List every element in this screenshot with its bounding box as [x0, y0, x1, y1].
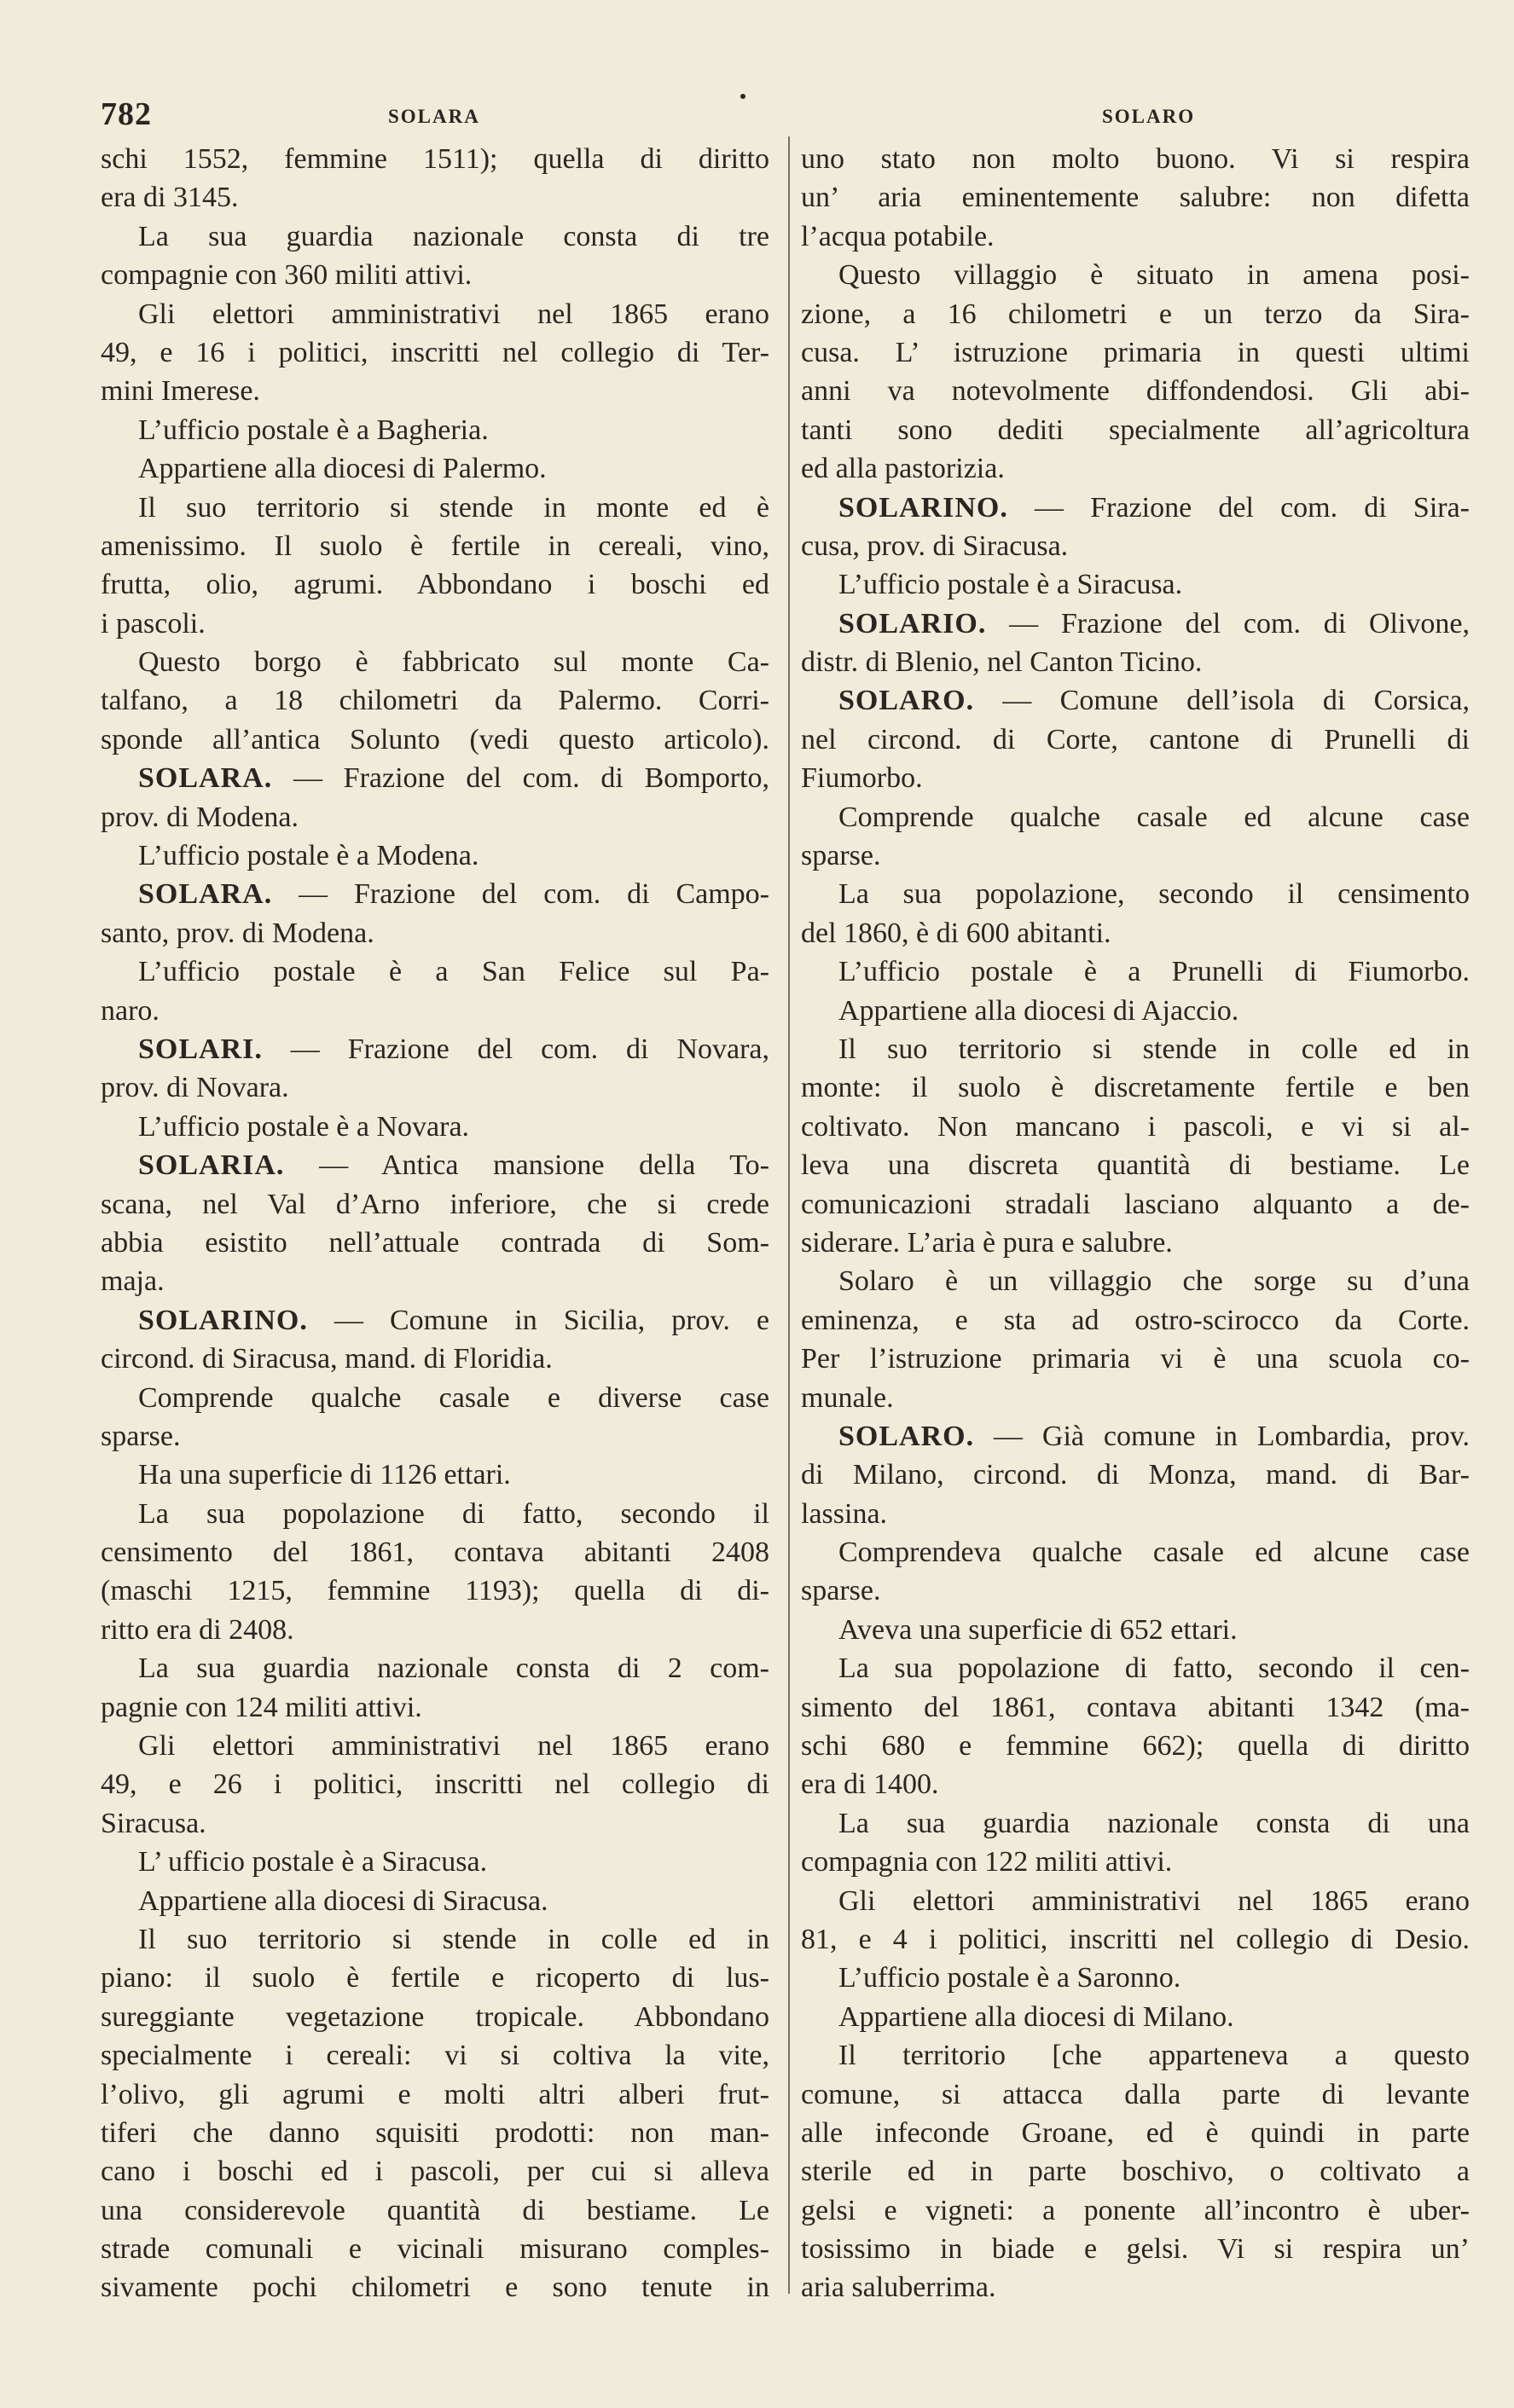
line-text: specialmente i cereali: vi si coltiva la vite, — [101, 2040, 769, 2072]
line-text: La sua guardia nazionale consta di 2 com- — [138, 1653, 769, 1685]
text-line — [101, 1649, 769, 1687]
text-line — [801, 2114, 1470, 2152]
text-line — [801, 1340, 1470, 1378]
text-line — [101, 333, 769, 372]
line-text: comune, si attacca dalla parte di levante — [801, 2078, 1470, 2110]
text-line — [801, 2230, 1470, 2268]
line-text: Siracusa. — [101, 1807, 206, 1839]
line-text: L’ufficio postale è a Siracusa. — [838, 569, 1183, 601]
text-line — [801, 178, 1470, 217]
line-text: — Frazione del com. di Bomporto, — [272, 762, 769, 795]
line-text: pagnie con 124 militi attivi. — [101, 1691, 422, 1723]
text-line — [101, 2152, 769, 2191]
line-text: gelsi e vigneti: a ponente all’incontro è uber- — [801, 2194, 1470, 2226]
text-line — [101, 643, 769, 681]
line-text: — Antica mansione della To- — [284, 1149, 769, 1182]
line-text: santo, prov. di Modena. — [101, 917, 374, 949]
page-header — [0, 96, 1514, 138]
text-line — [801, 1379, 1470, 1417]
line-text: Ha una superficie di 1126 ettari. — [138, 1459, 511, 1491]
line-text: Aveva una superficie di 652 ettari. — [838, 1613, 1238, 1646]
text-line — [801, 527, 1470, 565]
line-text: L’ufficio postale è a Saronno. — [838, 1962, 1181, 1994]
text-line — [101, 178, 769, 217]
entry-headword: SOLARA. — [138, 762, 273, 795]
text-line — [101, 721, 769, 759]
text-line — [101, 875, 769, 913]
text-line — [101, 1998, 769, 2036]
line-text: ed alla pastorizia. — [801, 453, 1005, 485]
text-line — [101, 2230, 769, 2268]
line-text: Il suo territorio si stende in colle ed in — [138, 1923, 769, 1955]
text-line — [801, 1301, 1470, 1340]
line-text: i pascoli. — [101, 607, 206, 640]
line-text: — Frazione del com. di Sira- — [1007, 491, 1470, 524]
text-line — [101, 1340, 769, 1378]
text-line — [101, 527, 769, 565]
line-text: era di 3145. — [101, 182, 239, 214]
text-line — [101, 1727, 769, 1765]
line-text: del 1860, è di 600 abitanti. — [801, 917, 1111, 949]
text-line — [801, 1146, 1470, 1184]
text-line — [801, 2036, 1470, 2075]
text-line — [101, 140, 769, 178]
column-divider — [788, 136, 790, 2294]
text-line — [801, 2075, 1470, 2114]
text-line — [801, 1688, 1470, 1727]
line-text: sparse. — [801, 1575, 881, 1607]
text-line — [801, 256, 1470, 294]
text-line — [101, 1417, 769, 1456]
line-text: 81, e 4 i politici, inscritti nel collegio di Desio. — [801, 1923, 1470, 1955]
line-text: L’ufficio postale è a Prunelli di Fiumorbo. — [838, 956, 1470, 988]
line-text: — Già comune in Lombardia, prov. — [974, 1420, 1470, 1452]
line-text: Il territorio [che apparteneva a questo — [838, 2040, 1470, 2072]
text-line — [801, 836, 1470, 875]
text-line — [801, 1804, 1470, 1843]
line-text: prov. di Modena. — [101, 801, 299, 833]
line-text: L’ufficio postale è a Bagheria. — [138, 414, 489, 446]
text-line — [101, 1611, 769, 1649]
line-text: Per l’istruzione primaria vi è una scuola co- — [801, 1343, 1470, 1375]
text-line — [101, 489, 769, 527]
text-line — [801, 875, 1470, 913]
line-text: Gli elettori amministrativi nel 1865 erano — [138, 298, 769, 330]
text-line — [801, 2268, 1470, 2307]
line-text: ritto era di 2408. — [101, 1613, 294, 1646]
line-text: L’ufficio postale è a Modena. — [138, 840, 479, 872]
line-text: naro. — [101, 994, 160, 1027]
text-line — [101, 2036, 769, 2075]
line-text: piano: il suolo è fertile e ricoperto di lus- — [101, 1962, 769, 1994]
line-text: sponde all’antica Solunto (vedi questo articolo). — [101, 723, 769, 755]
text-line — [101, 1920, 769, 1959]
text-line — [101, 1068, 769, 1107]
text-line — [101, 952, 769, 991]
text-line — [101, 1843, 769, 1881]
line-text: sureggiante vegetazione tropicale. Abbondano — [101, 2000, 769, 2033]
text-line — [801, 1108, 1470, 1146]
line-text: sivamente pochi chilometri e sono tenute in — [101, 2272, 769, 2304]
text-line — [801, 1959, 1470, 1997]
line-text: talfano, a 18 chilometri da Palermo. Corri- — [101, 685, 769, 717]
right-column — [801, 140, 1470, 2307]
line-text: (maschi 1215, femmine 1193); quella di di- — [101, 1575, 769, 1607]
text-line — [801, 333, 1470, 372]
text-line — [101, 256, 769, 294]
entry-headword: SOLARO. — [838, 685, 975, 717]
line-text: leva una discreta quantità di bestiame. Le — [801, 1149, 1470, 1182]
text-line — [101, 217, 769, 256]
line-text: Questo villaggio è situato in amena posi- — [838, 259, 1470, 292]
text-line — [801, 721, 1470, 759]
page-number: 782 — [101, 96, 152, 132]
line-text: un’ aria eminentemente salubre: non difetta — [801, 182, 1470, 214]
line-text: cano i boschi ed i pascoli, per cui si alleva — [101, 2156, 769, 2188]
line-text: munale. — [801, 1381, 894, 1414]
line-text: nel circond. di Corte, cantone di Prunelli di — [801, 723, 1470, 755]
text-line — [101, 1688, 769, 1727]
text-line — [101, 914, 769, 952]
text-line — [101, 1572, 769, 1610]
entry-headword: SOLARIO. — [838, 607, 987, 640]
line-text: Appartiene alla diocesi di Siracusa. — [138, 1884, 548, 1917]
text-line — [101, 1146, 769, 1184]
line-text: La sua guardia nazionale consta di una — [838, 1807, 1470, 1839]
text-line — [801, 681, 1470, 720]
text-line — [801, 1843, 1470, 1881]
text-line — [801, 1998, 1470, 2036]
text-line — [101, 1301, 769, 1340]
text-line — [801, 1920, 1470, 1959]
entry-headword: SOLARINO. — [838, 491, 1008, 524]
text-line — [101, 1533, 769, 1572]
text-line — [801, 1495, 1470, 1533]
line-text: — Frazione del com. di Campo- — [272, 878, 769, 911]
text-line — [101, 836, 769, 875]
line-text: prov. di Novara. — [101, 1072, 289, 1104]
running-title-right: SOLARO — [1102, 106, 1196, 127]
line-text: scana, nel Val d’Arno inferiore, che si crede — [101, 1188, 769, 1220]
text-line — [801, 295, 1470, 333]
text-line — [801, 565, 1470, 604]
line-text: L’ufficio postale è a Novara. — [138, 1110, 470, 1143]
text-line — [801, 1572, 1470, 1610]
text-line — [801, 1224, 1470, 1262]
line-text: uno stato non molto buono. Vi si respira — [801, 143, 1470, 175]
text-line — [101, 295, 769, 333]
line-text: frutta, olio, agrumi. Abbondano i boschi ed — [101, 569, 769, 601]
line-text: Comprende qualche casale ed alcune case — [838, 801, 1470, 833]
line-text: Comprendeva qualche casale ed alcune case — [838, 1537, 1470, 1569]
print-mark — [740, 94, 745, 99]
line-text: lassina. — [801, 1497, 888, 1530]
line-text: Fiumorbo. — [801, 762, 923, 795]
line-text: mini Imerese. — [101, 375, 260, 408]
left-column — [101, 140, 769, 2307]
text-line — [101, 1030, 769, 1068]
text-line — [801, 1727, 1470, 1765]
line-text: schi 680 e femmine 662); quella di diritto — [801, 1730, 1470, 1763]
line-text: strade comunali e vicinali misurano comples- — [101, 2233, 769, 2266]
line-text: Gli elettori amministrativi nel 1865 erano — [838, 1884, 1470, 1917]
line-text: aria saluberrima. — [801, 2272, 996, 2304]
line-text: Appartiene alla diocesi di Palermo. — [138, 453, 547, 485]
entry-headword: SOLARIA. — [138, 1149, 285, 1182]
line-text: — Frazione del com. di Olivone, — [986, 607, 1470, 640]
line-text: tanti sono dediti specialmente all’agricoltura — [801, 414, 1470, 446]
line-text: 49, e 16 i politici, inscritti nel collegio di Ter- — [101, 336, 769, 368]
entry-headword: SOLARI. — [138, 1033, 263, 1065]
text-line — [801, 489, 1470, 527]
line-text: distr. di Blenio, nel Canton Ticino. — [801, 646, 1203, 679]
line-text: di Milano, circond. di Monza, mand. di Bar- — [801, 1459, 1470, 1491]
text-line — [801, 2191, 1470, 2230]
text-line — [101, 1804, 769, 1843]
line-text: Appartiene alla diocesi di Milano. — [838, 2000, 1234, 2033]
line-text: eminenza, e sta ad ostro-scirocco da Corte. — [801, 1304, 1470, 1336]
line-text: La sua guardia nazionale consta di tre — [138, 220, 769, 252]
line-text: — Comune dell’isola di Corsica, — [974, 685, 1470, 717]
text-line — [801, 2152, 1470, 2191]
text-line — [801, 1262, 1470, 1300]
line-text: alle infeconde Groane, ed è quindi in parte — [801, 2116, 1470, 2149]
text-line — [101, 992, 769, 1030]
text-line — [801, 914, 1470, 952]
line-text: tiferi che danno squisiti prodotti: non man- — [101, 2116, 769, 2149]
text-line — [801, 1185, 1470, 1224]
text-line — [101, 565, 769, 604]
line-text: Gli elettori amministrativi nel 1865 erano — [138, 1730, 769, 1763]
text-line — [801, 1882, 1470, 1920]
line-text: La sua popolazione, secondo il censimento — [838, 878, 1470, 911]
text-line — [801, 449, 1470, 488]
line-text: La sua popolazione di fatto, secondo il cen- — [838, 1653, 1470, 1685]
text-line — [101, 1765, 769, 1803]
line-text: Questo borgo è fabbricato sul monte Ca- — [138, 646, 769, 679]
text-line — [101, 2114, 769, 2152]
text-line — [101, 411, 769, 449]
text-line — [101, 1959, 769, 1997]
line-text: Comprende qualche casale e diverse case — [138, 1381, 769, 1414]
line-text: Solaro è un villaggio che sorge su d’una — [838, 1265, 1470, 1298]
line-text: monte: il suolo è discretamente fertile e ben — [801, 1072, 1470, 1104]
text-line — [801, 952, 1470, 991]
line-text: una considerevole quantità di bestiame. Le — [101, 2194, 769, 2226]
line-text: cusa. L’ istruzione primaria in questi ultimi — [801, 336, 1470, 368]
text-line — [101, 1456, 769, 1494]
line-text: abbia esistito nell’attuale contrada di Som- — [101, 1226, 769, 1259]
line-text: era di 1400. — [801, 1768, 939, 1801]
text-line — [801, 992, 1470, 1030]
running-title-left: SOLARA — [388, 106, 480, 127]
line-text: siderare. L’aria è pura e salubre. — [801, 1226, 1173, 1259]
text-line — [101, 1379, 769, 1417]
text-line — [101, 681, 769, 720]
text-line — [101, 759, 769, 797]
line-text: — Frazione del com. di Novara, — [262, 1033, 769, 1065]
line-text: Appartiene alla diocesi di Ajaccio. — [838, 994, 1239, 1027]
text-line — [101, 372, 769, 410]
line-text: comunicazioni stradali lasciano alquanto a de- — [801, 1188, 1470, 1220]
entry-headword: SOLARINO. — [138, 1304, 308, 1336]
text-line — [801, 411, 1470, 449]
line-text: cusa, prov. di Siracusa. — [801, 530, 1069, 562]
text-line — [801, 1611, 1470, 1649]
text-line — [101, 1185, 769, 1224]
line-text: sparse. — [101, 1420, 181, 1452]
line-text: l’olivo, gli agrumi e molti altri alberi frut- — [101, 2078, 769, 2110]
line-text: La sua popolazione di fatto, secondo il — [138, 1497, 769, 1530]
line-text: zione, a 16 chilometri e un terzo da Sira- — [801, 298, 1470, 330]
line-text: compagnie con 360 militi attivi. — [101, 259, 473, 292]
text-line — [101, 2191, 769, 2230]
line-text: — Comune in Sicilia, prov. e — [307, 1304, 769, 1336]
text-line — [101, 1882, 769, 1920]
text-line — [801, 759, 1470, 797]
entry-headword: SOLARO. — [838, 1420, 975, 1452]
text-line — [801, 217, 1470, 256]
text-line — [801, 1417, 1470, 1456]
text-line — [801, 1533, 1470, 1572]
text-line — [801, 798, 1470, 836]
line-text: simento del 1861, contava abitanti 1342 (ma- — [801, 1691, 1470, 1723]
line-text: circond. di Siracusa, mand. di Floridia. — [101, 1343, 553, 1375]
text-line — [101, 1495, 769, 1533]
text-line — [101, 449, 769, 488]
text-line — [801, 643, 1470, 681]
line-text: anni va notevolmente diffondendosi. Gli abi- — [801, 375, 1470, 408]
text-line — [801, 1765, 1470, 1803]
line-text: Il suo territorio si stende in colle ed in — [838, 1033, 1470, 1065]
line-text: sparse. — [801, 840, 881, 872]
line-text: l’acqua potabile. — [801, 220, 995, 252]
line-text: L’ufficio postale è a San Felice sul Pa- — [138, 956, 769, 988]
line-text: L’ ufficio postale è a Siracusa. — [138, 1846, 488, 1878]
line-text: tosissimo in biade e gelsi. Vi si respira un’ — [801, 2233, 1470, 2266]
entry-headword: SOLARA. — [138, 878, 273, 911]
line-text: coltivato. Non mancano i pascoli, e vi si al- — [801, 1110, 1470, 1143]
line-text: Il suo territorio si stende in monte ed è — [138, 491, 769, 524]
text-line — [801, 1030, 1470, 1068]
text-line — [801, 372, 1470, 410]
line-text: sterile ed in parte boschivo, o coltivato a — [801, 2156, 1470, 2188]
line-text: compagnia con 122 militi attivi. — [801, 1846, 1173, 1878]
text-line — [101, 2268, 769, 2307]
text-line — [101, 798, 769, 836]
text-line — [101, 1108, 769, 1146]
line-text: maja. — [101, 1265, 165, 1298]
text-line — [101, 1262, 769, 1300]
line-text: 49, e 26 i politici, inscritti nel collegio di — [101, 1768, 769, 1801]
line-text: amenissimo. Il suolo è fertile in cereali, vino, — [101, 530, 769, 562]
text-line — [801, 605, 1470, 643]
line-text: schi 1552, femmine 1511); quella di diritto — [101, 143, 769, 175]
text-line — [101, 1224, 769, 1262]
text-line — [101, 2075, 769, 2114]
text-line — [801, 1649, 1470, 1687]
text-line — [801, 140, 1470, 178]
text-line — [101, 605, 769, 643]
text-line — [801, 1068, 1470, 1107]
text-line — [801, 1456, 1470, 1494]
line-text: censimento del 1861, contava abitanti 2408 — [101, 1537, 769, 1569]
